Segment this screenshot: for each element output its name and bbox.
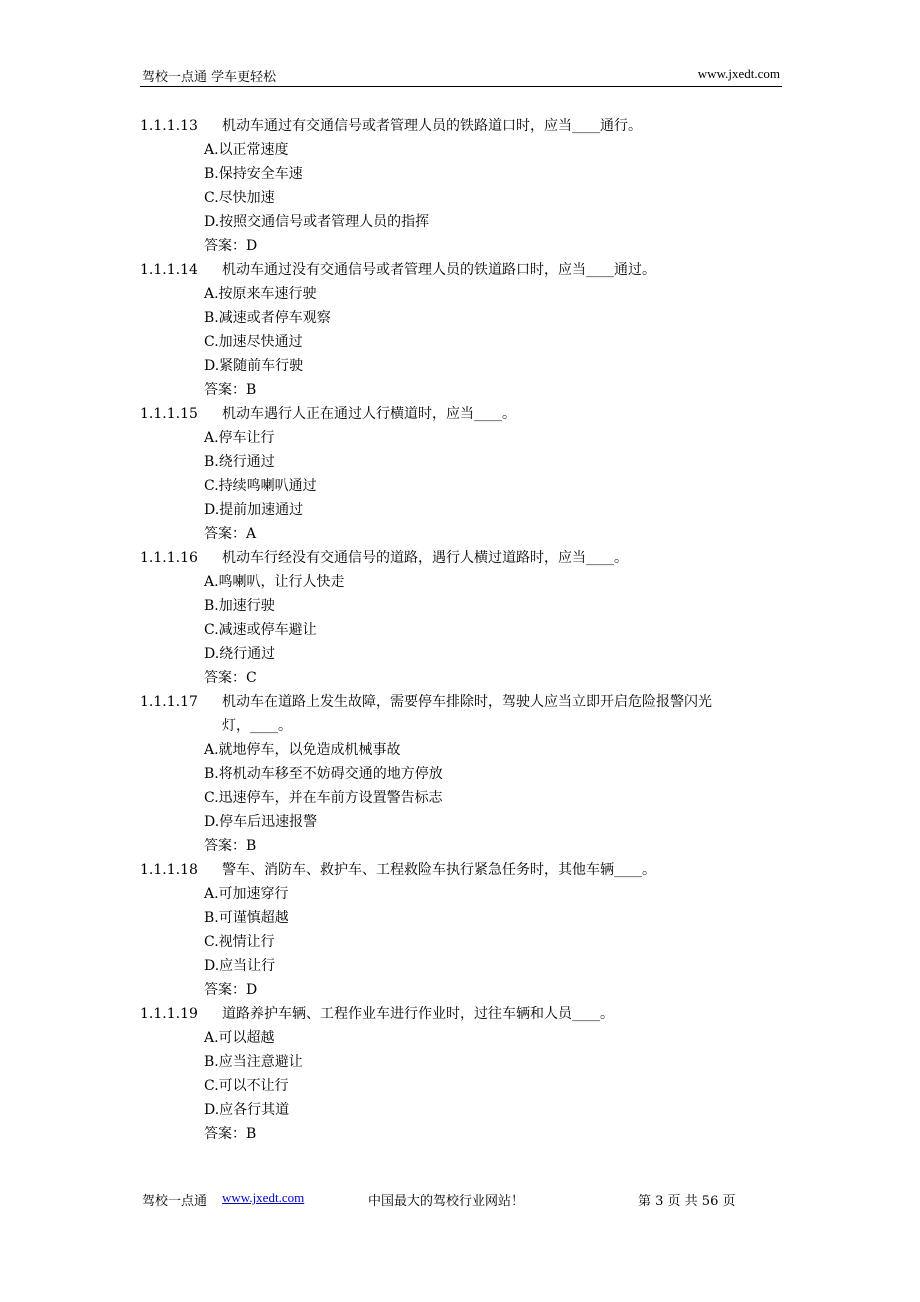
option-c: C.可以不让行 xyxy=(204,1078,289,1094)
option-b: B.加速行驶 xyxy=(204,598,275,614)
question-item xyxy=(140,1002,800,1146)
option-c: C.尽快加速 xyxy=(204,190,275,206)
question-number: 1.1.1.18 xyxy=(140,862,198,878)
option-c: C.视情让行 xyxy=(204,934,275,950)
answer: 答案：B xyxy=(204,1126,257,1142)
header-brand: 驾校一点通 学车更轻松 xyxy=(142,70,277,85)
question-number: 1.1.1.13 xyxy=(140,118,198,134)
option-d: D.提前加速通过 xyxy=(204,502,304,518)
header-url: www.jxedt.com xyxy=(697,66,780,81)
option-d: D.停车后迅速报警 xyxy=(204,814,318,830)
option-a: A.可以超越 xyxy=(204,1030,275,1046)
option-b: B.可谨慎超越 xyxy=(204,910,289,926)
question-number: 1.1.1.17 xyxy=(140,694,198,710)
option-d: D.应各行其道 xyxy=(204,1102,290,1118)
answer: 答案：C xyxy=(204,670,257,686)
question-number: 1.1.1.19 xyxy=(140,1006,198,1022)
option-a: A.以正常速度 xyxy=(204,142,289,158)
question-stem: 机动车行经没有交通信号的道路，遇行人横过道路时，应当____。 xyxy=(222,550,628,566)
option-b: B.保持安全车速 xyxy=(204,166,303,182)
footer-link[interactable]: www.jxedt.com xyxy=(222,1190,305,1205)
page-number: 第 3 页 共 56 页 xyxy=(638,1194,736,1209)
question-number: 1.1.1.14 xyxy=(140,262,198,278)
question-stem: 机动车遇行人正在通过人行横道时，应当____。 xyxy=(222,406,516,422)
question-stem: 警车、消防车、救护车、工程救险车执行紧急任务时，其他车辆____。 xyxy=(222,862,656,878)
question-item xyxy=(140,258,800,402)
question-number: 1.1.1.15 xyxy=(140,406,198,422)
question-number: 1.1.1.16 xyxy=(140,550,198,566)
question-stem-continued: 灯，____。 xyxy=(222,718,292,734)
option-d: D.应当让行 xyxy=(204,958,276,974)
question-item xyxy=(140,690,800,858)
option-c: C.减速或停车避让 xyxy=(204,622,317,638)
answer: 答案：B xyxy=(204,382,257,398)
option-c: C.持续鸣喇叭通过 xyxy=(204,478,317,494)
page-footer xyxy=(140,1188,780,1212)
footer-brand: 驾校一点通 xyxy=(142,1194,208,1209)
option-a: A.停车让行 xyxy=(204,430,275,446)
option-a: A.可加速穿行 xyxy=(204,886,289,902)
option-a: A.按原来车速行驶 xyxy=(204,286,317,302)
footer-slogan: 中国最大的驾校行业网站！ xyxy=(368,1194,525,1209)
option-c: C.迅速停车，并在车前方设置警告标志 xyxy=(204,790,443,806)
option-c: C.加速尽快通过 xyxy=(204,334,303,350)
question-stem: 机动车通过有交通信号或者管理人员的铁路道口时，应当____通行。 xyxy=(222,118,642,134)
question-list xyxy=(140,114,800,1146)
answer: 答案：D xyxy=(204,982,258,998)
answer: 答案：D xyxy=(204,238,258,254)
option-d: D.按照交通信号或者管理人员的指挥 xyxy=(204,214,430,230)
page-header xyxy=(140,62,782,87)
option-b: B.绕行通过 xyxy=(204,454,275,470)
option-b: B.应当注意避让 xyxy=(204,1054,303,1070)
option-a: A.鸣喇叭，让行人快走 xyxy=(204,574,345,590)
question-stem: 道路养护车辆、工程作业车进行作业时，过往车辆和人员____。 xyxy=(222,1006,614,1022)
option-b: B.将机动车移至不妨碍交通的地方停放 xyxy=(204,766,443,782)
answer: 答案：B xyxy=(204,838,257,854)
answer: 答案：A xyxy=(204,526,257,542)
question-item xyxy=(140,402,800,546)
question-item xyxy=(140,114,800,258)
question-item xyxy=(140,546,800,690)
option-d: D.绕行通过 xyxy=(204,646,276,662)
question-stem: 机动车通过没有交通信号或者管理人员的铁道路口时，应当____通过。 xyxy=(222,262,656,278)
question-stem: 机动车在道路上发生故障，需要停车排除时，驾驶人应当立即开启危险报警闪光 xyxy=(222,694,712,710)
option-b: B.减速或者停车观察 xyxy=(204,310,331,326)
option-a: A.就地停车，以免造成机械事故 xyxy=(204,742,401,758)
question-item xyxy=(140,858,800,1002)
option-d: D.紧随前车行驶 xyxy=(204,358,304,374)
